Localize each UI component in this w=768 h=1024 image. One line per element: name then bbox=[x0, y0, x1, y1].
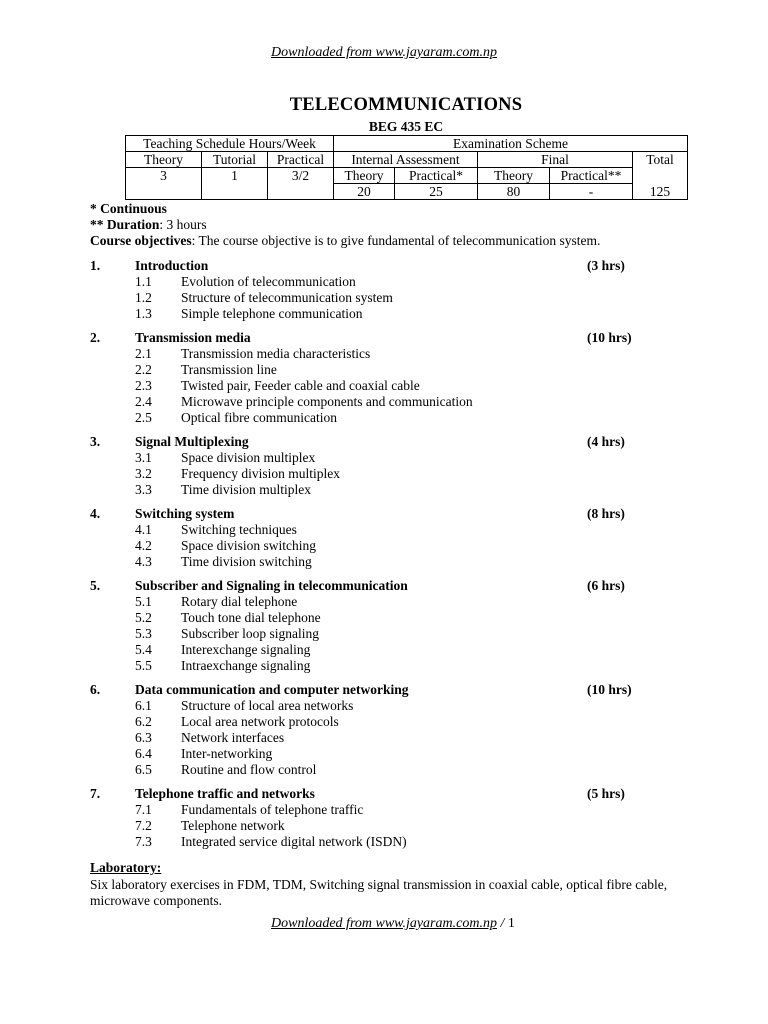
practical-hours: 3/2 bbox=[268, 168, 334, 200]
item-number: 2.3 bbox=[135, 378, 152, 393]
list-item: Optical fibre communication bbox=[181, 410, 337, 425]
teaching-schedule-header: Teaching Schedule Hours/Week bbox=[126, 136, 334, 152]
section-number: 3. bbox=[90, 434, 101, 449]
list-item: Touch tone dial telephone bbox=[181, 610, 321, 625]
footer bbox=[271, 916, 515, 932]
laboratory-heading: Laboratory: bbox=[90, 860, 162, 875]
list-item: Routine and flow control bbox=[181, 762, 317, 777]
section-hours: (10 hrs) bbox=[587, 682, 632, 697]
list-item: Network interfaces bbox=[181, 730, 285, 745]
section-hours: (6 hrs) bbox=[587, 578, 625, 593]
item-number: 2.5 bbox=[135, 410, 152, 425]
list-item: Intraexchange signaling bbox=[181, 658, 311, 673]
item-number: 3.1 bbox=[135, 450, 152, 465]
section-title: Transmission media bbox=[135, 330, 251, 345]
final-header: Final bbox=[478, 152, 633, 168]
theory-hours: 3 bbox=[126, 168, 202, 200]
item-number: 5.2 bbox=[135, 610, 152, 625]
section-hours: (4 hrs) bbox=[587, 434, 625, 449]
list-item: Structure of local area networks bbox=[181, 698, 354, 713]
item-number: 6.3 bbox=[135, 730, 152, 745]
table-row bbox=[126, 152, 688, 168]
item-number: 5.1 bbox=[135, 594, 152, 609]
list-item: Simple telephone communication bbox=[181, 306, 363, 321]
practical-header: Practical bbox=[268, 152, 334, 168]
section-number: 5. bbox=[90, 578, 101, 593]
objectives-label: Course objectives bbox=[90, 233, 192, 248]
examination-scheme-header: Examination Scheme bbox=[334, 136, 688, 152]
item-number: 4.1 bbox=[135, 522, 152, 537]
item-number: 7.2 bbox=[135, 818, 152, 833]
duration-note bbox=[90, 217, 207, 233]
list-item: Space division switching bbox=[181, 538, 316, 553]
course-objectives bbox=[90, 233, 600, 249]
item-number: 6.2 bbox=[135, 714, 152, 729]
duration-label: ** Duration bbox=[90, 217, 160, 232]
laboratory-text: Six laboratory exercises in FDM, TDM, Switching signal transmission in coaxial cable, optical fibre cable, microwave components. bbox=[90, 877, 668, 908]
list-item: Time division switching bbox=[181, 554, 312, 569]
section-title: Subscriber and Signaling in telecommunication bbox=[135, 578, 408, 593]
footer-download-link[interactable]: Downloaded from www.jayaram.com.np bbox=[271, 916, 497, 931]
document-title: TELECOMMUNICATIONS bbox=[289, 95, 523, 115]
list-item: Space division multiplex bbox=[181, 450, 316, 465]
list-item: Subscriber loop signaling bbox=[181, 626, 319, 641]
item-number: 1.3 bbox=[135, 306, 152, 321]
section-title: Telephone traffic and networks bbox=[135, 786, 315, 801]
ia-practical-marks: 25 bbox=[395, 184, 478, 200]
section-number: 4. bbox=[90, 506, 101, 521]
section-title: Signal Multiplexing bbox=[135, 434, 249, 449]
page-number: 1 bbox=[507, 916, 515, 931]
section-number: 2. bbox=[90, 330, 101, 345]
table-row bbox=[126, 136, 688, 152]
item-number: 2.2 bbox=[135, 362, 152, 377]
objectives-text: : The course objective is to give fundamental of telecommunication system. bbox=[191, 233, 601, 248]
item-number: 6.5 bbox=[135, 762, 152, 777]
internal-assessment-header: Internal Assessment bbox=[334, 152, 478, 168]
list-item: Fundamentals of telephone traffic bbox=[181, 802, 364, 817]
list-item: Interexchange signaling bbox=[181, 642, 311, 657]
list-item: Frequency division multiplex bbox=[181, 466, 340, 481]
tutorial-hours: 1 bbox=[202, 168, 268, 200]
item-number: 7.3 bbox=[135, 834, 152, 849]
final-theory-marks: 80 bbox=[478, 184, 550, 200]
footer-separator: / bbox=[496, 916, 508, 931]
section-title: Introduction bbox=[135, 258, 209, 273]
list-item: Transmission media characteristics bbox=[181, 346, 371, 361]
item-number: 3.3 bbox=[135, 482, 152, 497]
item-number: 3.2 bbox=[135, 466, 152, 481]
item-number: 4.3 bbox=[135, 554, 152, 569]
total-marks: 125 bbox=[633, 168, 688, 200]
schedule-table bbox=[125, 135, 688, 200]
ia-practical-header: Practical* bbox=[395, 168, 478, 184]
section-number: 6. bbox=[90, 682, 101, 697]
list-item: Inter-networking bbox=[181, 746, 273, 761]
final-practical-header: Practical** bbox=[550, 168, 633, 184]
item-number: 5.4 bbox=[135, 642, 152, 657]
list-item: Structure of telecommunication system bbox=[181, 290, 393, 305]
list-item: Microwave principle components and communication bbox=[181, 394, 473, 409]
section-hours: (3 hrs) bbox=[587, 258, 625, 273]
list-item: Switching techniques bbox=[181, 522, 297, 537]
section-hours: (5 hrs) bbox=[587, 786, 625, 801]
final-practical-marks: - bbox=[550, 184, 633, 200]
header-download-link[interactable]: Downloaded from www.jayaram.com.np bbox=[271, 45, 497, 60]
theory-header: Theory bbox=[126, 152, 202, 168]
section-hours: (8 hrs) bbox=[587, 506, 625, 521]
list-item: Integrated service digital network (ISDN) bbox=[181, 834, 407, 849]
list-item: Telephone network bbox=[181, 818, 285, 833]
table-row bbox=[126, 168, 688, 184]
list-item: Time division multiplex bbox=[181, 482, 312, 497]
tutorial-header: Tutorial bbox=[202, 152, 268, 168]
item-number: 2.4 bbox=[135, 394, 152, 409]
item-number: 6.1 bbox=[135, 698, 152, 713]
ia-theory-marks: 20 bbox=[334, 184, 395, 200]
item-number: 7.1 bbox=[135, 802, 152, 817]
ia-theory-header: Theory bbox=[334, 168, 395, 184]
list-item: Twisted pair, Feeder cable and coaxial cable bbox=[181, 378, 420, 393]
section-title: Data communication and computer networking bbox=[135, 682, 409, 697]
item-number: 1.2 bbox=[135, 290, 152, 305]
duration-value: : 3 hours bbox=[159, 217, 207, 232]
item-number: 1.1 bbox=[135, 274, 152, 289]
list-item: Rotary dial telephone bbox=[181, 594, 298, 609]
total-header: Total bbox=[633, 152, 688, 168]
section-number: 1. bbox=[90, 258, 101, 273]
continuous-note: * Continuous bbox=[90, 201, 167, 216]
section-title: Switching system bbox=[135, 506, 235, 521]
list-item: Evolution of telecommunication bbox=[181, 274, 356, 289]
section-hours: (10 hrs) bbox=[587, 330, 632, 345]
list-item: Transmission line bbox=[181, 362, 277, 377]
item-number: 2.1 bbox=[135, 346, 152, 361]
item-number: 5.3 bbox=[135, 626, 152, 641]
course-code: BEG 435 EC bbox=[368, 119, 444, 134]
list-item: Local area network protocols bbox=[181, 714, 339, 729]
item-number: 6.4 bbox=[135, 746, 152, 761]
item-number: 5.5 bbox=[135, 658, 152, 673]
final-theory-header: Theory bbox=[478, 168, 550, 184]
section-number: 7. bbox=[90, 786, 101, 801]
item-number: 4.2 bbox=[135, 538, 152, 553]
